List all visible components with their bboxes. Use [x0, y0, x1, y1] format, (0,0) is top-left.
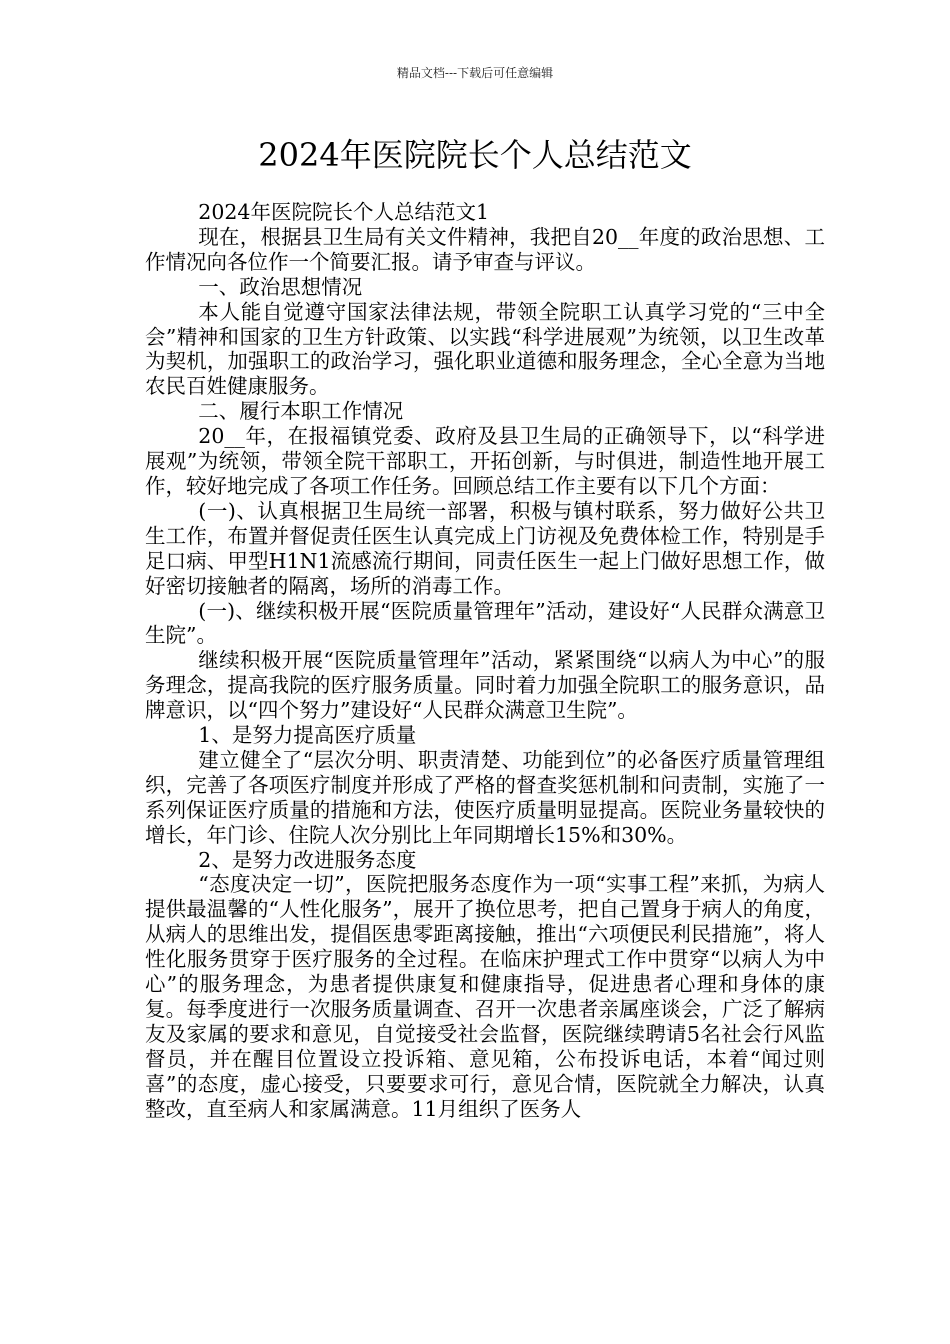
page-header: 精品文档---下载后可任意编辑: [396, 66, 554, 80]
document-body: [145, 200, 825, 1122]
duties-paragraph: 20__年，在报福镇党委、政府及县卫生局的正确领导下，以“科学进展观”为统领，带领全院干部职工，开拓创新，与时俱进，制造性地开展工作，较好地完成了各项工作任务。回顾总结工作主要有以下几个方面：: [145, 424, 825, 498]
medical-quality-paragraph: 建立健全了“层次分明、职责清楚、功能到位”的必备医疗质量管理组织，完善了各项医疗制度并形成了严格的督查奖惩机制和问责制，实施了一系列保证医疗质量的措施和方法，使医疗质量明显提高。医院业务量较快的增长，年门诊、住院人次分别比上年同期增长15%和30%。: [145, 747, 825, 847]
subheading-service-attitude: 2、是努力改进服务态度: [198, 847, 417, 872]
political-paragraph: 本人能自觉遵守国家法律法规，带领全院职工认真学习党的“三中全会”精神和国家的卫生方针政策、以实践“科学进展观”为统领，以卫生改革为契机，加强职工的政治学习，强化职业道德和服务理念，全心全意为当地农民百姓健康服务。: [145, 299, 825, 399]
document-title: 2024年医院院长个人总结范文: [258, 136, 692, 174]
service-attitude-paragraph: “态度决定一切”，医院把服务态度作为一项“实事工程”来抓，为病人提供最温馨的“人性化服务”，展开了换位思考，把自己置身于病人的角度，从病人的思维出发，提倡医患零距离接触，推出“六项便民利民措施”，将人性化服务贯穿于医疗服务的全过程。在临床护理式工作中贯穿“以病人为中心”的服务理念，为患者提供康复和健康指导，促进患者心理和身体的康复。每季度进行一次服务质量调查、召开一次患者亲属座谈会，广泛了解病友及家属的要求和意见，自觉接受社会监督，医院继续聘请5名社会行风监督员，并在醒目位置设立投诉箱、意见箱，公布投诉电话，本着“闻过则喜”的态度，虚心接受，只要要求可行，意见合情，医院就全力解决，认真整改，直至病人和家属满意。11月组织了医务人: [145, 872, 825, 1121]
quality-year-heading: (一)、继续积极开展“医院质量管理年”活动，建设好“人民群众满意卫生院”。: [145, 598, 825, 648]
subheading-medical-quality: 1、是努力提高医疗质量: [198, 723, 417, 748]
intro-paragraph: 现在，根据县卫生局有关文件精神，我把自20__年度的政治思想、工作情况向各位作一个简要汇报。请予审查与评议。: [145, 224, 825, 274]
subtitle-paragraph: 2024年医院院长个人总结范文1: [198, 200, 490, 224]
section-heading-duties: 二、履行本职工作情况: [198, 399, 404, 424]
section-heading-political: 一、政治思想情况: [198, 274, 363, 299]
public-health-paragraph: (一)、认真根据卫生局统一部署，积极与镇村联系，努力做好公共卫生工作，布置并督促责任医生认真完成上门访视及免费体检工作，特别是手足口病、甲型H1N1流感流行期间，同责任医生一起上门做好思想工作，做好密切接触者的隔离，场所的消毒工作。: [145, 498, 825, 598]
quality-year-paragraph: 继续积极开展“医院质量管理年”活动，紧紧围绕“以病人为中心”的服务理念，提高我院的医疗服务质量。同时着力加强全院职工的服务意识，品牌意识，以“四个努力”建设好“人民群众满意卫生院”。: [145, 648, 825, 723]
